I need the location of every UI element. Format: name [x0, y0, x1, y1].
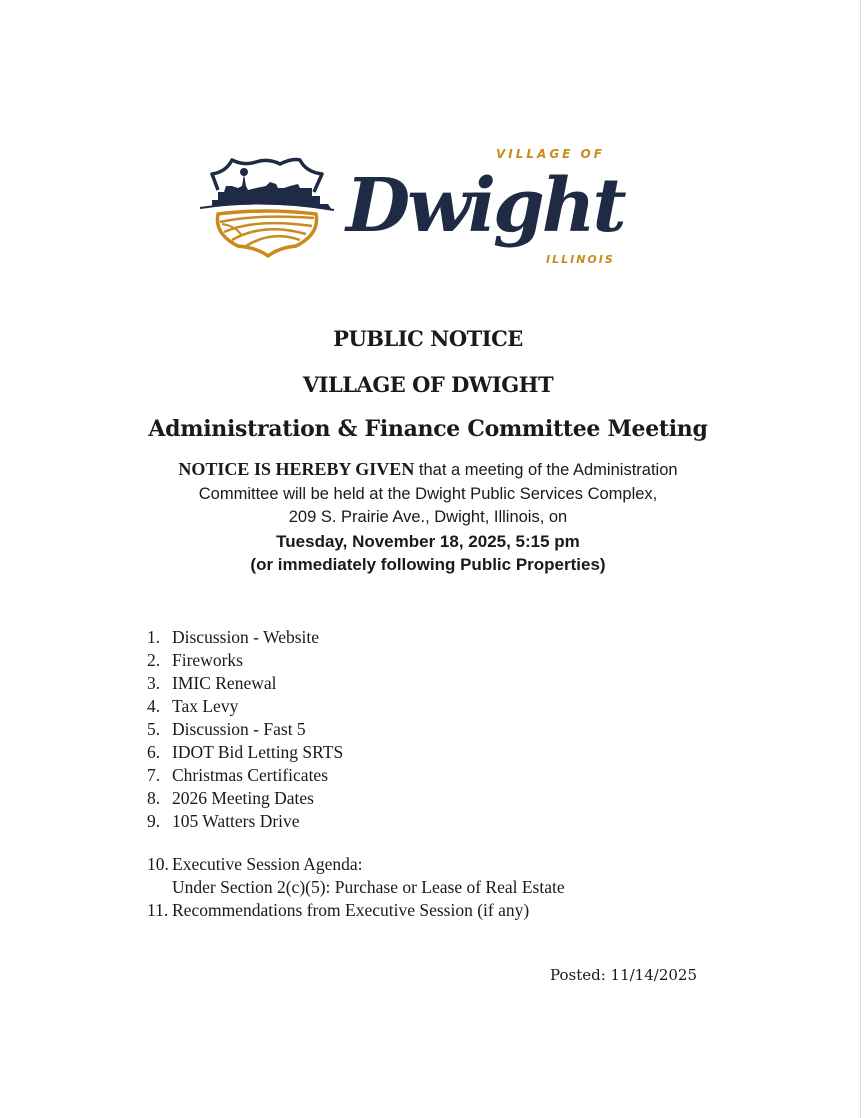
agenda-item [147, 741, 565, 764]
agenda-item-text: Discussion - Website [172, 627, 320, 647]
agenda-item-number: 11. [147, 900, 169, 920]
meeting-note: (or immediately following Public Properties) [250, 555, 606, 574]
agenda-item-text: Tax Levy [172, 696, 239, 716]
agenda-item-text: Discussion - Fast 5 [172, 719, 306, 739]
notice-paragraph [0, 458, 856, 577]
notice-address: 209 S. Prairie Ave., Dwight, Illinois, on [288, 508, 568, 526]
agenda-item-text: IMIC Renewal [172, 673, 277, 693]
agenda-item-text: 105 Watters Drive [172, 811, 300, 831]
agenda-item-subtext: Under Section 2(c)(5): Purchase or Lease of Real Estate [172, 877, 565, 897]
agenda-item-executive [147, 899, 565, 922]
posted-date: Posted: 11/14/2025 [550, 966, 697, 984]
notice-line-1 [0, 458, 856, 483]
meeting-datetime: Tuesday, November 18, 2025, 5:15 pm [276, 531, 580, 551]
agenda-item-number: 9. [147, 811, 161, 831]
agenda-item-number: 6. [147, 742, 161, 762]
agenda-item-number: 10. [147, 854, 169, 874]
public-notice-heading: PUBLIC NOTICE [333, 326, 523, 351]
agenda-item [147, 787, 565, 810]
agenda-item-text: 2026 Meeting Dates [172, 788, 314, 808]
agenda-spacer [147, 833, 565, 853]
committee-heading: Administration & Finance Committee Meeting [148, 416, 708, 442]
agenda-item-text: Fireworks [172, 650, 243, 670]
agenda-list [147, 626, 565, 922]
agenda-item-number: 1. [147, 627, 161, 647]
notice-line-2: Committee will be held at the Dwight Public Services Complex, [198, 484, 658, 503]
village-logo [196, 146, 656, 270]
agenda-item-text: IDOT Bid Letting SRTS [172, 742, 344, 762]
agenda-item [147, 764, 565, 787]
agenda-item [147, 626, 565, 649]
notice-line-1-rest: that a meeting of the Administration [414, 461, 678, 479]
notice-lead: NOTICE IS HEREBY GIVEN [178, 459, 415, 479]
agenda-item-text: Recommendations from Executive Session (if any) [172, 900, 530, 920]
logo-village-of-text: VILLAGE OF [496, 147, 605, 161]
logo-illinois-text: ILLINOIS [546, 253, 615, 266]
village-heading: VILLAGE OF DWIGHT [302, 372, 554, 397]
agenda-item-number: 2. [147, 650, 161, 670]
agenda-item-number: 7. [147, 765, 161, 785]
agenda-item-number: 5. [147, 719, 161, 739]
agenda-item [147, 695, 565, 718]
agenda-item-number: 3. [147, 673, 161, 693]
agenda-item [147, 649, 565, 672]
logo-dwight-text: Dwight [346, 163, 624, 249]
village-wordmark [346, 146, 656, 270]
agenda-item-number: 8. [147, 788, 161, 808]
agenda-item-number: 4. [147, 696, 161, 716]
page-edge-line [860, 0, 861, 1118]
agenda-item-executive [147, 853, 565, 876]
agenda-item [147, 810, 565, 833]
agenda-item [147, 718, 565, 741]
agenda-item [147, 672, 565, 695]
agenda-item-text: Christmas Certificates [172, 765, 329, 785]
agenda-item-text: Executive Session Agenda: [172, 854, 363, 874]
village-emblem-icon [196, 152, 338, 260]
